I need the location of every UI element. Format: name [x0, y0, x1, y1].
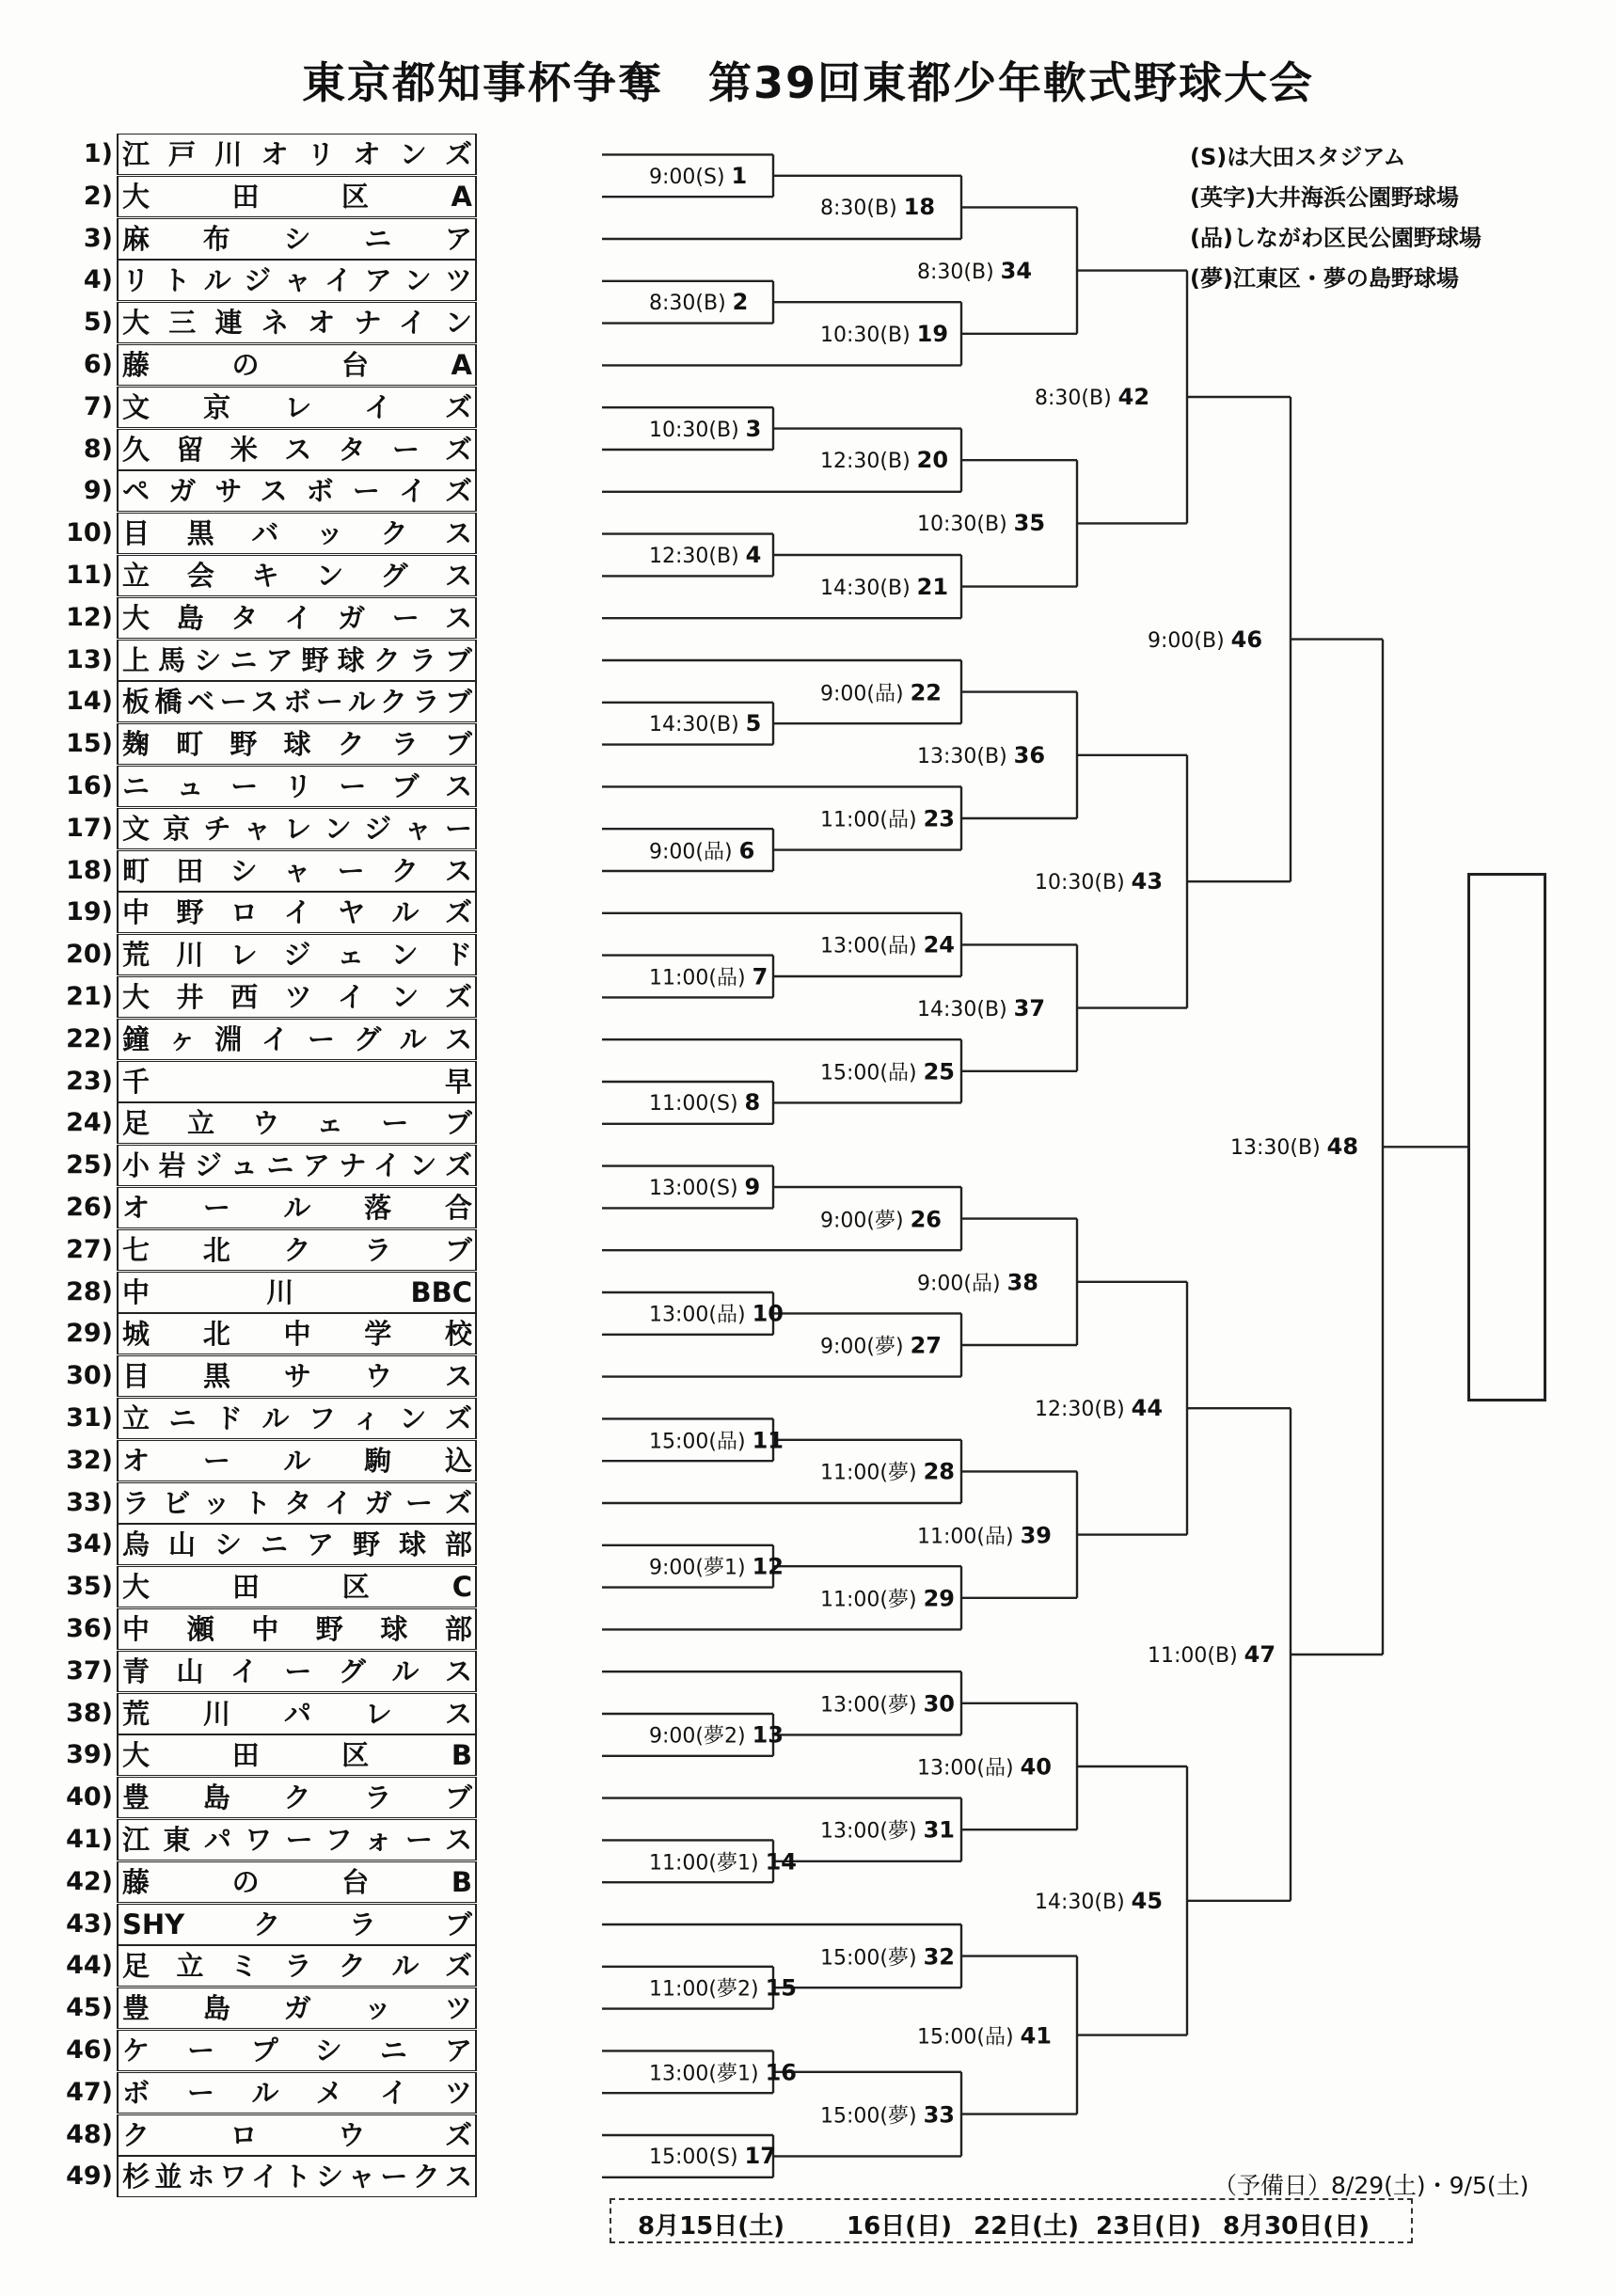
- match-label: [649, 835, 754, 864]
- team-name: 鐘ヶ淵イーグルス: [122, 1022, 472, 1055]
- match-number: 21: [916, 573, 949, 600]
- team-name: 烏山シニア野球部: [122, 1528, 472, 1561]
- team-name: 久留米スターズ: [122, 433, 472, 466]
- match-label: [649, 962, 768, 991]
- team-number: 30): [66, 1361, 113, 1391]
- legend-item: (夢)江東区・夢の島野球場: [1190, 265, 1459, 292]
- team-number: 46): [66, 2035, 113, 2065]
- match-number: 14: [765, 1848, 797, 1876]
- match-label: [649, 1720, 784, 1750]
- team-name: 荒川レジェンド: [122, 939, 472, 972]
- match-time: 15:00(夢): [820, 2104, 917, 2129]
- match-time: 11:00(品): [820, 808, 917, 832]
- match-label: [820, 930, 955, 959]
- match-label: [1035, 1395, 1163, 1421]
- team-number: 33): [66, 1487, 113, 1517]
- match-number: 39: [1020, 1522, 1052, 1549]
- match-time: 9:00(夢): [820, 1335, 904, 1359]
- match-label: [649, 2057, 797, 2086]
- team-number: 27): [66, 1234, 113, 1264]
- team-name: 町田シャークス: [122, 854, 472, 887]
- team-number: 45): [66, 1993, 113, 2023]
- team-number: 14): [66, 687, 113, 717]
- match-label: [649, 416, 761, 442]
- match-time: 11:00(B): [1148, 1644, 1238, 1668]
- match-time: 9:00(夢2): [649, 1724, 746, 1749]
- team-number: 26): [66, 1193, 113, 1222]
- match-time: 10:30(B): [820, 323, 911, 347]
- match-number: 1: [731, 162, 748, 189]
- team-number: 28): [66, 1276, 113, 1306]
- match-number: 8: [744, 1089, 761, 1116]
- match-time: 13:30(B): [1230, 1136, 1321, 1161]
- match-time: 11:00(夢2): [649, 1977, 759, 2002]
- round-date: 8月15日(土): [638, 2212, 785, 2241]
- match-number: 9: [744, 1174, 761, 1200]
- team-number: 8): [83, 434, 113, 464]
- team-number: 24): [66, 1108, 113, 1138]
- match-time: 8:30(B): [1035, 387, 1112, 410]
- team-number: 10): [66, 518, 113, 548]
- match-label: [917, 2020, 1052, 2050]
- match-number: 40: [1020, 1753, 1052, 1781]
- match-time: 8:30(B): [917, 260, 994, 284]
- team-name: 大島タイガース: [122, 601, 472, 634]
- match-time: 10:30(B): [649, 418, 739, 442]
- team-number: 29): [66, 1319, 113, 1349]
- team-number: 22): [66, 1023, 113, 1053]
- match-time: 11:00(夢): [820, 1461, 917, 1485]
- team-name: 立会キングス: [122, 560, 472, 592]
- match-number: 38: [1006, 1269, 1038, 1296]
- match-label: [1035, 868, 1163, 895]
- match-number: 42: [1117, 384, 1150, 410]
- match-number: 29: [923, 1585, 955, 1612]
- match-number: 5: [745, 710, 762, 737]
- team-number: 49): [66, 2161, 113, 2192]
- team-name: 大田区C: [122, 1571, 472, 1604]
- match-number: 10: [752, 1300, 784, 1327]
- match-number: 43: [1131, 868, 1164, 895]
- match-time: 11:00(夢1): [649, 1851, 759, 1876]
- match-time: 11:00(S): [649, 1092, 738, 1116]
- team-name: 大田区A: [122, 180, 472, 213]
- team-name: 杉並ホワイトシャークス: [122, 2161, 472, 2193]
- team-name: ケープシニア: [122, 2035, 472, 2066]
- match-number: 2: [732, 289, 749, 316]
- match-number: 20: [916, 447, 949, 474]
- match-time: 15:00(品): [820, 1061, 917, 1085]
- match-label: [820, 804, 955, 833]
- team-number: 37): [66, 1655, 113, 1686]
- match-number: 45: [1131, 1887, 1164, 1914]
- match-label: [917, 742, 1045, 768]
- match-number: 15: [765, 1974, 797, 2002]
- match-time: 13:00(品): [820, 934, 917, 958]
- match-number: 19: [916, 320, 949, 347]
- team-number: 2): [83, 181, 113, 211]
- match-number: 46: [1230, 625, 1263, 653]
- match-time: 15:00(夢): [820, 1946, 917, 1971]
- team-number: 35): [66, 1572, 113, 1602]
- legend-item: (品)しながわ区民公園野球場: [1190, 225, 1481, 251]
- match-number: 32: [923, 1943, 955, 1971]
- team-name: 荒川パレス: [122, 1697, 472, 1730]
- match-label: [820, 194, 935, 220]
- match-time: 11:00(品): [917, 1525, 1014, 1549]
- match-time: 9:00(夢): [820, 1209, 904, 1233]
- team-number: 6): [83, 350, 113, 379]
- match-label: [820, 1204, 942, 1233]
- match-label: [820, 2099, 955, 2129]
- team-name: ニューリーブス: [122, 770, 472, 802]
- team-number: 34): [66, 1529, 113, 1560]
- match-label: [649, 1552, 784, 1581]
- match-number: 17: [744, 2143, 776, 2170]
- match-number: 25: [923, 1058, 955, 1085]
- match-time: 9:00(夢1): [649, 1556, 746, 1580]
- team-name: 麹町野球クラブ: [122, 728, 472, 761]
- team-number: 38): [66, 1698, 113, 1728]
- team-name: オール駒込: [122, 1444, 472, 1477]
- team-number: 43): [66, 1908, 113, 1939]
- team-number: 12): [66, 602, 113, 632]
- match-label: [649, 163, 747, 189]
- team-name: リトルジャイアンツ: [122, 264, 472, 297]
- match-number: 47: [1244, 1641, 1276, 1668]
- match-label: [649, 710, 761, 736]
- match-label: [649, 1973, 797, 2003]
- team-number: 19): [66, 897, 113, 927]
- match-number: 31: [923, 1816, 955, 1844]
- match-time: 9:00(B): [1148, 628, 1225, 653]
- team-number: 1): [83, 139, 113, 168]
- match-time: 13:00(夢): [820, 1693, 917, 1718]
- match-number: 18: [903, 194, 936, 221]
- match-label: [917, 1267, 1038, 1296]
- match-time: 11:00(夢): [820, 1588, 917, 1612]
- match-number: 35: [1013, 510, 1046, 537]
- match-time: 9:00(品): [820, 682, 904, 706]
- team-name: 江東パワーフォース: [122, 1824, 472, 1856]
- team-number: 4): [83, 265, 113, 295]
- team-number: 25): [66, 1150, 113, 1180]
- match-number: 3: [745, 415, 762, 442]
- match-label: [820, 677, 942, 706]
- team-name: 大井西ツインズ: [122, 981, 472, 1013]
- page-title: 東京都知事杯争奪 第39回東都少年軟式野球大会: [301, 57, 1314, 108]
- match-time: 12:30(B): [1035, 1398, 1125, 1422]
- match-label: [1035, 384, 1149, 410]
- team-name: 中野ロイヤルズ: [122, 896, 472, 929]
- match-time: 10:30(B): [917, 513, 1007, 537]
- match-number: 6: [738, 837, 755, 864]
- match-label: [917, 510, 1045, 536]
- team-number: 44): [66, 1951, 113, 1981]
- match-number: 36: [1013, 741, 1046, 768]
- team-number: 20): [66, 940, 113, 970]
- match-label: [649, 289, 748, 315]
- team-name: ボールメイツ: [122, 2076, 472, 2109]
- team-number: 32): [66, 1445, 113, 1475]
- team-number: 39): [66, 1740, 113, 1770]
- match-time: 9:00(S): [649, 165, 725, 189]
- match-time: 14:30(B): [649, 713, 739, 737]
- team-name: 千早: [122, 1065, 472, 1098]
- match-label: [820, 1941, 955, 1971]
- match-label: [820, 321, 948, 347]
- round-date: 23日(日): [1096, 2212, 1201, 2241]
- round-date: 16日(日): [847, 2212, 952, 2241]
- match-number: 34: [1000, 257, 1033, 284]
- team-number: 16): [66, 771, 113, 800]
- match-time: 14:30(B): [917, 997, 1007, 1021]
- team-number: 15): [66, 729, 113, 759]
- match-label: [1148, 1641, 1275, 1668]
- team-number: 36): [66, 1614, 113, 1643]
- team-name: 上馬シニア野球クラブ: [122, 643, 472, 676]
- team-name: ペガサスボーイズ: [122, 475, 472, 508]
- match-number: 26: [910, 1206, 942, 1233]
- match-time: 9:00(品): [917, 1272, 1001, 1296]
- match-number: 33: [923, 2101, 955, 2129]
- match-time: 15:00(品): [649, 1430, 746, 1454]
- match-time: 8:30(B): [820, 197, 897, 221]
- match-number: 30: [923, 1690, 955, 1718]
- match-label: [649, 1846, 797, 1876]
- legend-item: (英字)大井海浜公園野球場: [1190, 184, 1459, 211]
- team-number: 18): [66, 855, 113, 885]
- team-name: ラビットタイガーズ: [122, 1486, 472, 1519]
- team-name: 大三連ネオナイン: [122, 307, 472, 340]
- match-time: 8:30(B): [649, 292, 726, 316]
- match-time: 12:30(B): [649, 545, 739, 568]
- match-label: [820, 1688, 955, 1718]
- match-number: 4: [745, 542, 762, 568]
- team-number: 11): [66, 561, 113, 590]
- team-name: 城北中学校: [122, 1318, 472, 1351]
- match-number: 23: [923, 805, 955, 832]
- match-label: [1230, 1133, 1358, 1160]
- team-name: 小岩ジュニアナインズ: [122, 1149, 472, 1182]
- team-number: 3): [83, 223, 113, 253]
- match-time: 14:30(B): [820, 576, 911, 600]
- match-time: 12:30(B): [820, 450, 911, 474]
- match-label: [1035, 1888, 1163, 1914]
- match-label: [820, 1331, 942, 1360]
- team-number: 9): [83, 476, 113, 506]
- match-number: 16: [765, 2059, 797, 2086]
- match-time: 13:00(夢1): [649, 2062, 759, 2086]
- team-number: 47): [66, 2077, 113, 2107]
- team-number: 17): [66, 813, 113, 843]
- team-number: 31): [66, 1403, 113, 1433]
- team-name: 藤の台B: [122, 1865, 472, 1898]
- match-label: [649, 1299, 784, 1328]
- match-time: 13:00(夢): [820, 1819, 917, 1844]
- match-number: 37: [1013, 994, 1046, 1021]
- team-name: 文京レイズ: [122, 390, 472, 423]
- match-number: 11: [752, 1427, 784, 1454]
- team-name: 足立ミラクルズ: [122, 1950, 472, 1983]
- team-name: 江戸川オリオンズ: [122, 138, 472, 170]
- match-label: [649, 542, 761, 568]
- match-number: 13: [752, 1721, 784, 1749]
- team-name: 中瀬中野球部: [122, 1613, 472, 1645]
- team-name: 豊島クラブ: [122, 1781, 472, 1814]
- team-name: 板橋ベースボールクラブ: [122, 686, 472, 719]
- match-time: 14:30(B): [1035, 1890, 1125, 1914]
- team-number: 21): [66, 982, 113, 1011]
- match-label: [649, 1425, 784, 1454]
- team-name: クロウズ: [122, 2118, 472, 2151]
- team-number: 41): [66, 1825, 113, 1854]
- team-name: 足立ウェーブ: [122, 1107, 472, 1140]
- team-name: 大田区B: [122, 1739, 472, 1772]
- match-label: [917, 258, 1032, 284]
- team-name: 立ニドルフィンズ: [122, 1402, 472, 1434]
- reserve-dates: （予備日）8/29(土)・9/5(土): [1213, 2172, 1529, 2199]
- match-label: [820, 1815, 955, 1845]
- match-label: [649, 1174, 760, 1200]
- match-label: [820, 1457, 955, 1486]
- team-number: 5): [83, 308, 113, 338]
- team-name: 文京チャレンジャー: [122, 812, 472, 845]
- match-label: [649, 1089, 760, 1116]
- match-number: 24: [923, 931, 955, 958]
- match-number: 44: [1131, 1395, 1164, 1422]
- match-time: 13:00(品): [649, 1303, 746, 1327]
- match-time: 13:00(品): [917, 1756, 1014, 1781]
- match-number: 41: [1020, 2022, 1052, 2050]
- team-name: 目黒バックス: [122, 517, 472, 550]
- match-label: [917, 1752, 1052, 1781]
- team-name: 豊島ガッツ: [122, 1992, 472, 2025]
- match-number: 48: [1326, 1133, 1359, 1161]
- team-name: 藤の台A: [122, 349, 472, 381]
- match-label: [820, 1583, 955, 1612]
- match-label: [1148, 626, 1262, 653]
- match-label: [649, 2143, 776, 2169]
- round-date: 8月30日(日): [1223, 2212, 1370, 2241]
- team-name: 中川BBC: [122, 1275, 472, 1308]
- team-name: 麻布シニア: [122, 222, 472, 255]
- match-label: [820, 574, 948, 600]
- match-number: 28: [923, 1458, 955, 1485]
- match-time: 13:00(S): [649, 1177, 738, 1200]
- team-name: SHYクラブ: [122, 1908, 472, 1940]
- round-date: 22日(土): [974, 2212, 1079, 2241]
- team-number: 42): [66, 1866, 113, 1896]
- match-label: [917, 1520, 1052, 1549]
- team-number: 7): [83, 391, 113, 421]
- team-name: 七北クラブ: [122, 1233, 472, 1266]
- match-label: [820, 1056, 955, 1085]
- match-time: 15:00(品): [917, 2025, 1014, 2050]
- match-number: 27: [910, 1332, 942, 1359]
- match-label: [917, 995, 1045, 1021]
- match-label: [820, 447, 948, 473]
- team-name: オール落合: [122, 1192, 472, 1224]
- match-time: 9:00(品): [649, 840, 733, 864]
- team-number: 40): [66, 1782, 113, 1813]
- match-number: 22: [910, 679, 942, 706]
- legend-item: (S)は大田スタジアム: [1190, 144, 1406, 170]
- match-time: 15:00(S): [649, 2146, 738, 2170]
- team-number: 48): [66, 2119, 113, 2149]
- team-name: 目黒サウス: [122, 1360, 472, 1393]
- match-time: 13:30(B): [917, 744, 1007, 768]
- team-number: 23): [66, 1066, 113, 1096]
- team-number: 13): [66, 644, 113, 674]
- champion-box: [1467, 873, 1546, 1401]
- match-time: 11:00(品): [649, 966, 746, 990]
- team-name: 青山イーグルス: [122, 1655, 472, 1687]
- match-number: 12: [752, 1553, 784, 1580]
- match-time: 10:30(B): [1035, 871, 1125, 895]
- match-number: 7: [752, 963, 768, 990]
